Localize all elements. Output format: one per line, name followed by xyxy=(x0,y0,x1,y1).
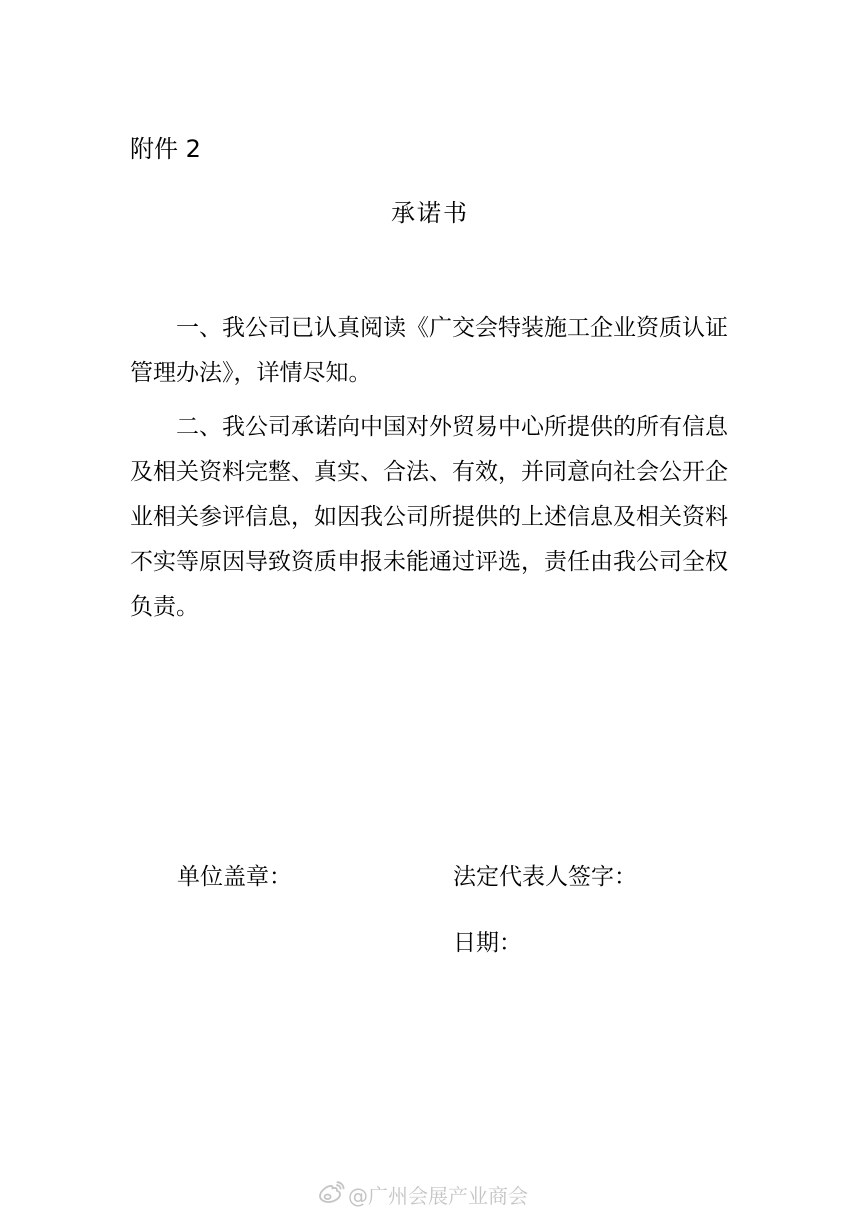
representative-signature-label: 法定代表人签字： xyxy=(453,864,637,890)
watermark xyxy=(316,1181,528,1211)
attachment-label: 附件 2 xyxy=(130,135,201,163)
date-label: 日期： xyxy=(453,930,522,956)
document-body xyxy=(130,306,732,639)
paragraph-1: 一、我公司已认真阅读《广交会特装施工企业资质认证管理办法》，详情尽知。 xyxy=(130,315,728,386)
watermark-text: @广州会展产业商会 xyxy=(348,1184,528,1208)
document-title: 承诺书 xyxy=(391,199,469,227)
seal-label: 单位盖章： xyxy=(177,864,292,890)
weibo-icon xyxy=(316,1181,348,1211)
paragraph-2: 二、我公司承诺向中国对外贸易中心所提供的所有信息及相关资料完整、真实、合法、有效，并同意向社会公开企业相关参评信息，如因我公司所提供的上述信息及相关资料不实等原因导致资质申报未能通过评选，责任由我公司全权负责。 xyxy=(130,414,728,620)
